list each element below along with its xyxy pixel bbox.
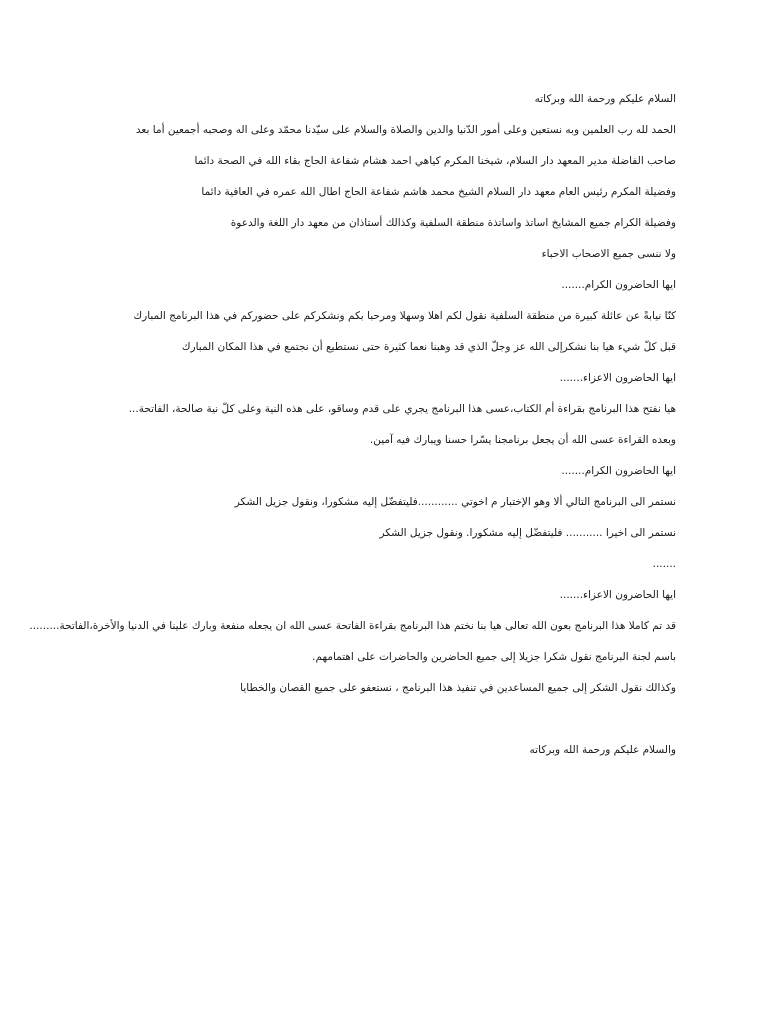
helpers-thanks-line: وكذالك نقول الشكر إلى جميع المساعدين في تنفيذ هذا البرنامج ، نستعفو على جميع القصان والخطايا <box>240 682 676 694</box>
opening-fatiha-line: هيا نفتح هذا البرنامج بقراءة أم الكتاب،عسى هذا البرنامج يجري على قدم وساقو، على هذه النية وعلى كلّ نية صالحة، الفاتحة... <box>128 403 676 415</box>
next-program-line: نستمر الى البرنامج التالي ألا وهو الإختبار م اخوتي ............فليتفضّل إليه مشكورا، ونقول جزيل الشكر <box>234 496 676 508</box>
audience-call-1: ايها الحاضرون الكرام....... <box>561 279 676 291</box>
closing-fatiha-line: قد تم كاملا هذا البرنامج بعون الله تعالى هيا بنا نختم هذا البرنامج بقراءة الفاتحة عسى الله ان يجعله منفعة وبارك علينا في الدنيا والأخرة،الفاتحة......... <box>29 620 676 632</box>
ellipsis-line: ....... <box>652 558 676 570</box>
audience-call-4: ايها الحاضرون الاعزاء....... <box>559 589 676 601</box>
opening-praise-line: الحمد لله رب العلمين وبه نستعين وعلى أمور الدّنيا والدين والصلاة والسلام على سيّدنا محمّد وعلى اله وصحبه أجمعين أما بعد <box>135 124 676 136</box>
quran-reading-line: وبعده القراءة عسى الله أن يجعل برنامجنا يسّرا حسنا ويبارك فيه آمين. <box>369 434 676 446</box>
address-line-3: وفضيلة الكرام جميع المشايخ اساتذ واساتذة منطقة السلفية وكذالك أستاذان من معهد دار اللغة والدعوة <box>230 217 676 229</box>
speech-text <box>29 84 676 766</box>
spacer <box>76 704 676 735</box>
welcome-line: كنّا نيابةً عن عائلة كبيرة من منطقة السلفية نقول لكم اهلا وسهلا ومرحبا بكم ونشكركم على حضوركم في هذا البرنامج المبارك <box>133 310 676 322</box>
thanks-line: قبل كلّ شيء هيا بنا نشكرإلى الله عز وجلّ الذي قد وهبنا نعما كثيرة حتى نستطيع أن نجتمع في هذا المكان المبارك <box>181 341 676 353</box>
greeting-line: السلام عليكم ورحمة الله وبركاته <box>534 93 676 105</box>
committee-thanks-line: باسم لجنة البرنامج نقول شكرا جزيلا إلى جميع الحاضرين والحاضرات على اهتمامهم. <box>312 651 676 663</box>
address-line-2: وفضيلة المكرم رئيس العام معهد دار السلام الشيخ محمد هاشم شفاعة الحاج اطال الله عمره في العافية دائما <box>201 186 676 198</box>
address-line-4: ولا ننسى جميع الاصحاب الاحباء <box>541 248 676 260</box>
last-program-line: نستمر الى اخيرا ........... فليتفضّل إليه مشكورا. ونقول جزيل الشكر <box>379 527 676 539</box>
audience-call-3: ايها الحاضرون الكرام....... <box>561 465 676 477</box>
audience-call-2: ايها الحاضرون الاعزاء....... <box>559 372 676 384</box>
address-line-1: صاحب الفاضلة مدير المعهد دار السلام، شيخنا المكرم كياهي احمد هشام شفاعة الحاج بقاء الله في الصحة دائما <box>194 155 676 167</box>
closing-greeting: والسلام عليكم ورحمة الله وبركاته <box>529 744 676 756</box>
